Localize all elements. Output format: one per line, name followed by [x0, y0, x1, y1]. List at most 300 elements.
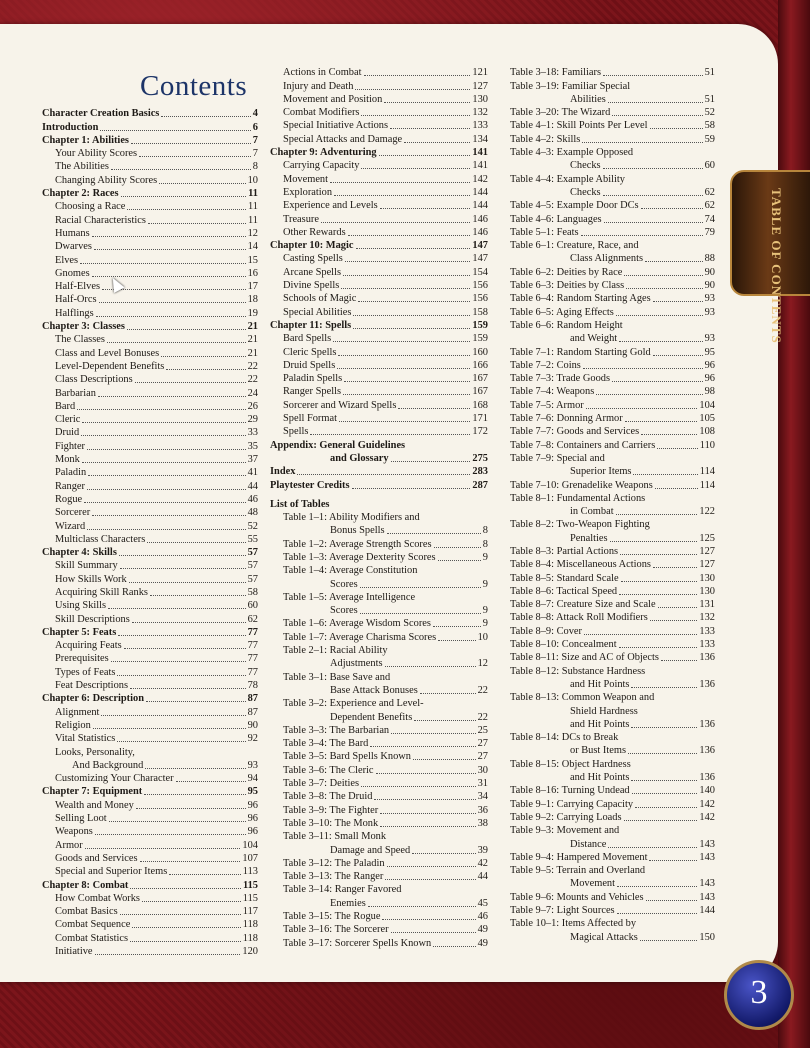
toc-entry[interactable] [510, 598, 715, 611]
toc-entry[interactable] [510, 345, 715, 358]
toc-entry[interactable] [270, 132, 488, 145]
toc-entry-title: and Glossary [330, 452, 389, 464]
dot-leader [121, 196, 247, 197]
toc-entry-page: 144 [472, 186, 488, 198]
toc-entry[interactable] [510, 518, 715, 531]
dot-leader [610, 541, 698, 542]
toc-entry[interactable] [42, 931, 258, 944]
toc-entry[interactable] [510, 611, 715, 624]
toc-entry[interactable] [270, 66, 488, 79]
toc-entry[interactable] [270, 106, 488, 119]
toc-entry-title: Special Initiative Actions [283, 120, 389, 132]
toc-entry[interactable] [270, 465, 488, 478]
toc-entry[interactable] [510, 797, 715, 810]
toc-entry[interactable] [270, 319, 488, 332]
dot-leader [596, 394, 702, 395]
toc-entry-title: Table 6–4: Random Starting Ages [510, 293, 651, 305]
toc-entry-title: Table 7–1: Random Starting Gold [510, 346, 651, 358]
toc-entry[interactable] [270, 857, 488, 870]
toc-entry-title: Table 8–14: DCs to Break [510, 732, 619, 744]
toc-entry[interactable] [510, 837, 715, 850]
toc-entry[interactable] [270, 843, 488, 856]
toc-entry[interactable] [270, 452, 488, 465]
toc-entry[interactable] [42, 280, 258, 293]
toc-entry[interactable] [270, 923, 488, 936]
toc-entry[interactable] [270, 604, 488, 617]
toc-entry[interactable] [270, 817, 488, 830]
toc-entry[interactable] [270, 265, 488, 278]
toc-entry[interactable] [42, 187, 258, 200]
toc-entry[interactable] [42, 586, 258, 599]
toc-entry[interactable] [510, 624, 715, 637]
toc-entry-page: 146 [472, 226, 488, 238]
toc-entry[interactable] [510, 784, 715, 797]
toc-entry[interactable] [270, 159, 488, 172]
dot-leader [147, 542, 245, 543]
toc-entry[interactable] [270, 737, 488, 750]
toc-entry[interactable] [42, 732, 258, 745]
toc-entry[interactable] [510, 425, 715, 438]
toc-entry[interactable] [270, 398, 488, 411]
toc-entry[interactable] [510, 824, 715, 837]
toc-entry[interactable] [510, 545, 715, 558]
toc-entry[interactable] [510, 651, 715, 664]
toc-column-1 [42, 107, 258, 958]
toc-entry[interactable] [510, 505, 715, 518]
toc-entry-page: 9 [482, 618, 488, 630]
toc-entry[interactable] [270, 226, 488, 239]
toc-entry[interactable] [42, 719, 258, 732]
toc-entry[interactable] [270, 684, 488, 697]
dot-leader [649, 860, 697, 861]
toc-entry[interactable] [510, 292, 715, 305]
toc-entry[interactable] [42, 945, 258, 958]
toc-entry-title: List of Tables [270, 498, 330, 510]
toc-entry[interactable] [270, 551, 488, 564]
toc-entry-title: Table 3–13: The Ranger [283, 871, 384, 883]
toc-entry-page: 88 [704, 253, 715, 265]
toc-entry[interactable] [42, 346, 258, 359]
toc-entry[interactable] [42, 426, 258, 439]
toc-entry[interactable] [510, 239, 715, 252]
toc-entry[interactable] [42, 306, 258, 319]
toc-entry[interactable] [270, 803, 488, 816]
toc-entry[interactable] [510, 531, 715, 544]
toc-entry[interactable] [510, 930, 715, 943]
toc-entry-page: 11 [248, 188, 258, 200]
toc-entry[interactable] [42, 413, 258, 426]
toc-entry-title: Fighter [55, 440, 86, 452]
toc-entry-page: 114 [699, 479, 715, 491]
toc-entry-page: 160 [472, 346, 488, 358]
toc-entry[interactable] [510, 638, 715, 651]
toc-entry[interactable] [510, 864, 715, 877]
toc-entry-page: 140 [699, 785, 715, 797]
toc-entry[interactable] [270, 896, 488, 909]
toc-entry[interactable] [42, 493, 258, 506]
toc-entry[interactable] [270, 345, 488, 358]
toc-entry-page: 144 [472, 200, 488, 212]
toc-entry[interactable] [510, 492, 715, 505]
toc-entry-title: Table 1–1: Ability Modifiers and [283, 512, 420, 524]
toc-entry[interactable] [42, 479, 258, 492]
toc-entry[interactable] [42, 147, 258, 160]
toc-entry[interactable] [270, 212, 488, 225]
toc-entry[interactable] [510, 558, 715, 571]
toc-entry[interactable] [510, 332, 715, 345]
toc-entry[interactable] [42, 439, 258, 452]
toc-entry[interactable] [270, 710, 488, 723]
toc-entry[interactable] [42, 134, 258, 147]
toc-entry[interactable] [270, 239, 488, 252]
toc-entry[interactable] [270, 438, 488, 451]
toc-entry-page: 141 [472, 147, 488, 159]
dot-leader [119, 555, 246, 556]
toc-entry-title: Table 3–19: Familiar Special [510, 80, 631, 92]
toc-entry[interactable] [270, 577, 488, 590]
toc-entry-title: Movement [283, 173, 329, 185]
dot-leader [387, 533, 481, 534]
dot-leader [625, 421, 698, 422]
toc-entry[interactable] [270, 372, 488, 385]
toc-entry[interactable] [270, 412, 488, 425]
toc-entry-title: Using Skills [55, 600, 107, 612]
toc-entry[interactable] [42, 652, 258, 665]
dot-leader [353, 328, 470, 329]
dot-leader [139, 156, 251, 157]
toc-entry[interactable] [42, 892, 258, 905]
toc-entry[interactable] [270, 292, 488, 305]
dot-leader [339, 421, 470, 422]
toc-entry[interactable] [270, 670, 488, 683]
dot-leader [582, 142, 702, 143]
toc-entry[interactable] [510, 691, 715, 704]
toc-entry[interactable] [42, 639, 258, 652]
toc-entry[interactable] [42, 772, 258, 785]
toc-entry[interactable] [510, 132, 715, 145]
toc-entry[interactable] [42, 360, 258, 373]
toc-entry[interactable] [270, 199, 488, 212]
toc-entry[interactable] [510, 186, 715, 199]
dot-leader [334, 195, 470, 196]
toc-entry[interactable] [510, 811, 715, 824]
toc-entry[interactable] [510, 771, 715, 784]
toc-entry[interactable] [42, 878, 258, 891]
toc-entry[interactable] [270, 511, 488, 524]
toc-entry[interactable] [510, 319, 715, 332]
toc-entry[interactable] [510, 119, 715, 132]
toc-entry[interactable] [270, 591, 488, 604]
toc-entry[interactable] [270, 564, 488, 577]
dot-leader [361, 168, 470, 169]
toc-entry[interactable] [42, 227, 258, 240]
toc-entry[interactable] [510, 372, 715, 385]
dot-leader [148, 223, 246, 224]
toc-entry[interactable] [270, 630, 488, 643]
toc-entry[interactable] [42, 546, 258, 559]
toc-entry-title: Injury and Death [283, 80, 354, 92]
toc-entry[interactable] [270, 790, 488, 803]
toc-entry[interactable] [42, 240, 258, 253]
toc-entry-page: 9 [482, 605, 488, 617]
toc-entry[interactable] [510, 385, 715, 398]
toc-entry[interactable] [510, 159, 715, 172]
dot-leader [603, 168, 703, 169]
toc-entry-title: Scores [330, 605, 358, 617]
toc-entry-title: Table 7–3: Trade Goods [510, 373, 610, 385]
dot-leader [382, 919, 475, 920]
toc-entry[interactable] [270, 332, 488, 345]
toc-entry[interactable] [270, 697, 488, 710]
toc-entry[interactable] [510, 412, 715, 425]
toc-entry[interactable] [510, 305, 715, 318]
toc-entry[interactable] [42, 160, 258, 173]
toc-entry[interactable] [510, 877, 715, 890]
toc-entry[interactable] [42, 333, 258, 346]
dot-leader [420, 693, 476, 694]
toc-entry-title: Skill Summary [55, 560, 118, 572]
toc-entry[interactable] [270, 425, 488, 438]
toc-entry[interactable] [42, 533, 258, 546]
toc-entry-title: Table 8–16: Turning Undead [510, 785, 630, 797]
toc-entry[interactable] [270, 763, 488, 776]
toc-entry-title: Monk [55, 454, 80, 466]
dot-leader [619, 341, 702, 342]
toc-entry-page: 48 [247, 507, 258, 519]
toc-entry[interactable] [42, 918, 258, 931]
dot-leader [333, 341, 470, 342]
toc-entry[interactable] [510, 757, 715, 770]
toc-entry[interactable] [270, 777, 488, 790]
toc-entry[interactable] [42, 320, 258, 333]
dot-leader [166, 369, 245, 370]
toc-entry-page: 96 [247, 799, 258, 811]
toc-entry[interactable] [510, 252, 715, 265]
toc-entry-page: 58 [704, 120, 715, 132]
toc-entry[interactable] [510, 718, 715, 731]
toc-entry[interactable] [510, 904, 715, 917]
toc-entry[interactable] [510, 106, 715, 119]
toc-entry[interactable] [42, 599, 258, 612]
toc-entry[interactable] [270, 657, 488, 670]
toc-entry[interactable] [42, 745, 258, 758]
toc-entry[interactable] [270, 910, 488, 923]
toc-entry[interactable] [42, 453, 258, 466]
toc-entry-title: Table 4–1: Skill Points Per Level [510, 120, 648, 132]
toc-entry-page: 10 [247, 174, 258, 186]
toc-entry[interactable] [42, 626, 258, 639]
toc-entry[interactable] [270, 186, 488, 199]
toc-entry[interactable] [42, 812, 258, 825]
toc-entry[interactable] [42, 267, 258, 280]
toc-entry-page: 92 [247, 733, 258, 745]
toc-entry-page: 77 [247, 640, 258, 652]
toc-entry[interactable] [510, 731, 715, 744]
toc-entry[interactable] [510, 146, 715, 159]
toc-entry[interactable] [510, 172, 715, 185]
toc-entry[interactable] [270, 750, 488, 763]
toc-entry[interactable] [42, 506, 258, 519]
toc-entry[interactable] [510, 664, 715, 677]
toc-entry[interactable] [270, 644, 488, 657]
toc-entry[interactable] [510, 66, 715, 79]
dot-leader [109, 821, 246, 822]
toc-entry[interactable] [510, 212, 715, 225]
toc-entry-page: 6 [252, 121, 258, 133]
toc-entry[interactable] [510, 79, 715, 92]
toc-entry[interactable] [42, 852, 258, 865]
toc-entry[interactable] [42, 572, 258, 585]
toc-entry-page: 22 [247, 360, 258, 372]
toc-entry[interactable] [510, 917, 715, 930]
toc-entry[interactable] [42, 173, 258, 186]
toc-entry-title: Table 8–1: Fundamental Actions [510, 492, 646, 504]
toc-entry[interactable] [270, 385, 488, 398]
toc-entry[interactable] [510, 465, 715, 478]
toc-entry-title: Chapter 1: Abilities [42, 134, 129, 146]
toc-entry[interactable] [270, 359, 488, 372]
toc-entry[interactable] [42, 253, 258, 266]
toc-entry[interactable] [510, 265, 715, 278]
toc-entry[interactable] [42, 825, 258, 838]
toc-entry[interactable] [270, 93, 488, 106]
toc-entry-title: Spells [283, 426, 309, 438]
toc-entry[interactable] [510, 585, 715, 598]
toc-entry[interactable] [42, 213, 258, 226]
dot-leader [345, 261, 471, 262]
toc-entry-title: Selling Loot [55, 813, 107, 825]
toc-entry-page: 14 [247, 241, 258, 253]
toc-entry-title: Ranger Spells [283, 386, 342, 398]
toc-entry[interactable] [510, 890, 715, 903]
toc-entry-page: 142 [699, 798, 715, 810]
toc-entry-title: Table 3–18: Familiars [510, 67, 602, 79]
toc-entry-title: Table 3–1: Base Save and [283, 671, 391, 683]
toc-entry[interactable] [270, 537, 488, 550]
dot-leader [132, 622, 246, 623]
toc-entry-title: and Weight [570, 333, 618, 345]
toc-entry-page: 8 [252, 161, 258, 173]
toc-entry[interactable] [42, 373, 258, 386]
toc-entry[interactable] [270, 617, 488, 630]
toc-entry-page: 33 [247, 427, 258, 439]
toc-entry[interactable] [42, 798, 258, 811]
toc-entry[interactable] [270, 498, 488, 511]
dot-leader [94, 249, 246, 250]
toc-entry[interactable] [42, 759, 258, 772]
toc-entry-page: 95 [704, 346, 715, 358]
toc-entry[interactable] [42, 466, 258, 479]
toc-entry-title: Gnomes [55, 267, 90, 279]
toc-entry[interactable] [42, 679, 258, 692]
toc-entry[interactable] [270, 883, 488, 896]
toc-entry[interactable] [510, 359, 715, 372]
dot-leader [129, 582, 246, 583]
toc-entry-title: Skill Descriptions [55, 613, 130, 625]
toc-entry[interactable] [42, 905, 258, 918]
toc-entry[interactable] [510, 438, 715, 451]
dot-leader [161, 356, 245, 357]
toc-entry[interactable] [270, 305, 488, 318]
toc-entry[interactable] [42, 665, 258, 678]
toc-entry-title: Playtester Credits [270, 479, 350, 491]
toc-entry[interactable] [42, 785, 258, 798]
dot-leader [81, 435, 245, 436]
toc-entry[interactable] [510, 279, 715, 292]
dot-leader [583, 368, 703, 369]
toc-entry-title: Table 3–6: The Cleric [283, 764, 374, 776]
toc-entry[interactable] [510, 571, 715, 584]
toc-entry[interactable] [42, 865, 258, 878]
toc-entry[interactable] [270, 870, 488, 883]
toc-entry-page: 127 [699, 559, 715, 571]
toc-entry[interactable] [42, 386, 258, 399]
toc-entry[interactable] [270, 478, 488, 491]
toc-entry[interactable] [42, 612, 258, 625]
toc-entry[interactable] [42, 107, 258, 120]
page-title: Contents [140, 70, 248, 102]
toc-entry-title: Initiative [55, 946, 93, 957]
toc-entry-page: 122 [699, 506, 715, 518]
toc-entry-title: Elves [55, 254, 79, 266]
toc-entry-page: 36 [477, 804, 488, 816]
toc-entry[interactable] [270, 79, 488, 92]
dot-leader [358, 301, 470, 302]
toc-entry-page: 98 [704, 386, 715, 398]
toc-entry[interactable] [510, 478, 715, 491]
toc-entry[interactable] [270, 172, 488, 185]
dot-leader [360, 613, 481, 614]
toc-entry[interactable] [510, 704, 715, 717]
toc-entry[interactable] [42, 838, 258, 851]
toc-entry[interactable] [270, 119, 488, 132]
toc-entry[interactable] [510, 744, 715, 757]
toc-entry-page: 24 [247, 387, 258, 399]
dot-leader [111, 169, 251, 170]
toc-entry[interactable] [270, 279, 488, 292]
toc-entry-title: Distance [570, 838, 607, 850]
dot-leader [176, 781, 246, 782]
toc-entry[interactable] [42, 200, 258, 213]
toc-entry-title: Class Alignments [570, 253, 644, 265]
toc-entry[interactable] [42, 519, 258, 532]
toc-entry[interactable] [510, 678, 715, 691]
toc-entry[interactable] [42, 400, 258, 413]
toc-entry[interactable] [270, 252, 488, 265]
toc-entry[interactable] [42, 692, 258, 705]
toc-entry[interactable] [42, 559, 258, 572]
toc-entry[interactable] [270, 830, 488, 843]
toc-entry[interactable] [270, 936, 488, 949]
toc-entry[interactable] [270, 524, 488, 537]
toc-entry[interactable] [42, 293, 258, 306]
toc-entry[interactable] [270, 724, 488, 737]
toc-entry[interactable] [510, 398, 715, 411]
toc-entry[interactable] [42, 705, 258, 718]
toc-entry[interactable] [510, 226, 715, 239]
toc-entry[interactable] [510, 199, 715, 212]
toc-entry-title: Weapons [55, 826, 93, 838]
toc-entry[interactable] [42, 120, 258, 133]
toc-entry[interactable] [510, 93, 715, 106]
toc-entry[interactable] [270, 146, 488, 159]
toc-entry[interactable] [510, 452, 715, 465]
toc-entry-title: Table 8–4: Miscellaneous Actions [510, 559, 651, 571]
toc-entry-title: and Hit Points [570, 772, 630, 784]
toc-entry[interactable] [510, 851, 715, 864]
toc-entry-page: 283 [472, 466, 488, 478]
toc-column-2 [270, 66, 488, 950]
